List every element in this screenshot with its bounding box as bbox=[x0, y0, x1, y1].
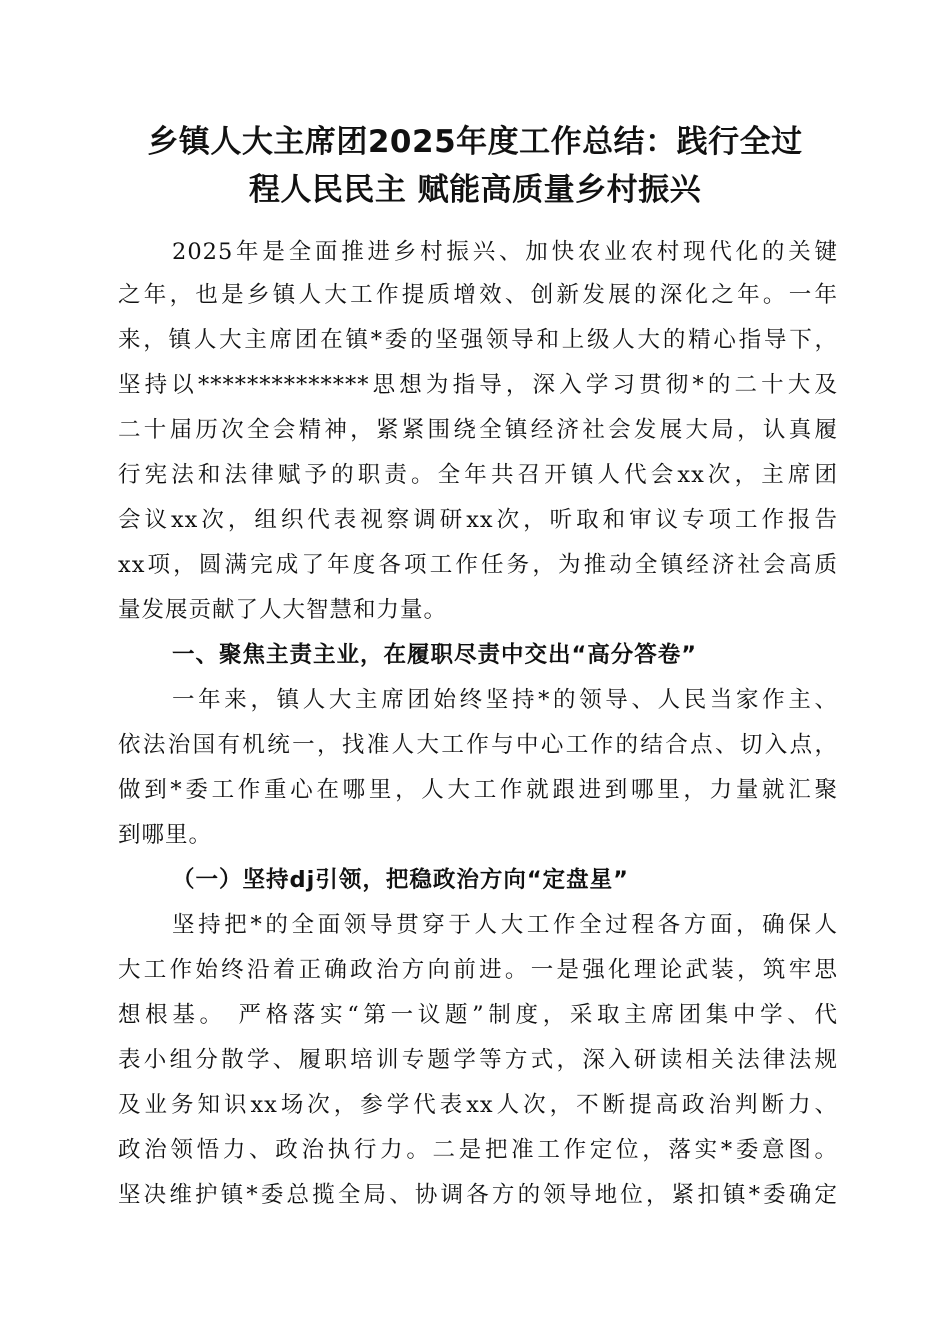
title-line-2: 程人民民主 赋能高质量乡村振兴 bbox=[248, 172, 702, 208]
subsection-1-line-3: 想根基。 严格落实“第一议题”制度，采取主席团集中学、代 bbox=[118, 1002, 838, 1028]
section-1-line-2: 依法治国有机统一，找准人大工作与中心工作的结合点、切入点， bbox=[118, 732, 838, 758]
section-1-line-4: 到哪里。 bbox=[118, 822, 213, 848]
subsection-1-heading: （一）坚持dj引领，把稳政治方向“定盘星” bbox=[172, 867, 629, 893]
subsection-1-line-4: 表小组分散学、履职培训专题学等方式，深入研读相关法律法规 bbox=[118, 1047, 838, 1073]
intro-line-6: 行宪法和法律赋予的职责。全年共召开镇人代会xx次，主席团 bbox=[118, 462, 838, 488]
intro-line-2: 之年，也是乡镇人大工作提质增效、创新发展的深化之年。一年 bbox=[118, 282, 838, 308]
intro-line-4: 坚持以**************思想为指导，深入学习贯彻*的二十大及 bbox=[118, 372, 838, 398]
intro-line-1: 2025年是全面推进乡村振兴、加快农业农村现代化的关键 bbox=[172, 239, 838, 265]
subsection-1-line-1: 坚持把*的全面领导贯穿于人大工作全过程各方面，确保人 bbox=[172, 912, 838, 938]
section-1-line-1: 一年来，镇人大主席团始终坚持*的领导、人民当家作主、 bbox=[172, 687, 838, 713]
intro-line-7: 会议xx次，组织代表视察调研xx次，听取和审议专项工作报告 bbox=[118, 507, 838, 533]
subsection-1-line-7: 坚决维护镇*委总揽全局、协调各方的领导地位，紧扣镇*委确定 bbox=[118, 1182, 838, 1208]
title-line-1: 乡镇人大主席团2025年度工作总结：践行全过 bbox=[147, 124, 803, 160]
intro-line-5: 二十届历次全会精神，紧紧围绕全镇经济社会发展大局，认真履 bbox=[118, 417, 838, 443]
intro-line-8: xx项，圆满完成了年度各项工作任务，为推动全镇经济社会高质 bbox=[118, 552, 838, 578]
document-title bbox=[110, 118, 840, 214]
subsection-1-line-5: 及业务知识xx场次，参学代表xx人次，不断提高政治判断力、 bbox=[118, 1092, 838, 1118]
intro-line-9: 量发展贡献了人大智慧和力量。 bbox=[118, 597, 448, 623]
subsection-1-line-2: 大工作始终沿着正确政治方向前进。一是强化理论武装，筑牢思 bbox=[118, 957, 838, 983]
intro-line-3: 来，镇人大主席团在镇*委的坚强领导和上级人大的精心指导下， bbox=[118, 327, 838, 353]
section-1-heading: 一、聚焦主责主业，在履职尽责中交出“高分答卷” bbox=[172, 642, 698, 668]
section-1-line-3: 做到*委工作重心在哪里，人大工作就跟进到哪里，力量就汇聚 bbox=[118, 777, 838, 803]
subsection-1-line-6: 政治领悟力、政治执行力。二是把准工作定位，落实*委意图。 bbox=[118, 1137, 838, 1163]
